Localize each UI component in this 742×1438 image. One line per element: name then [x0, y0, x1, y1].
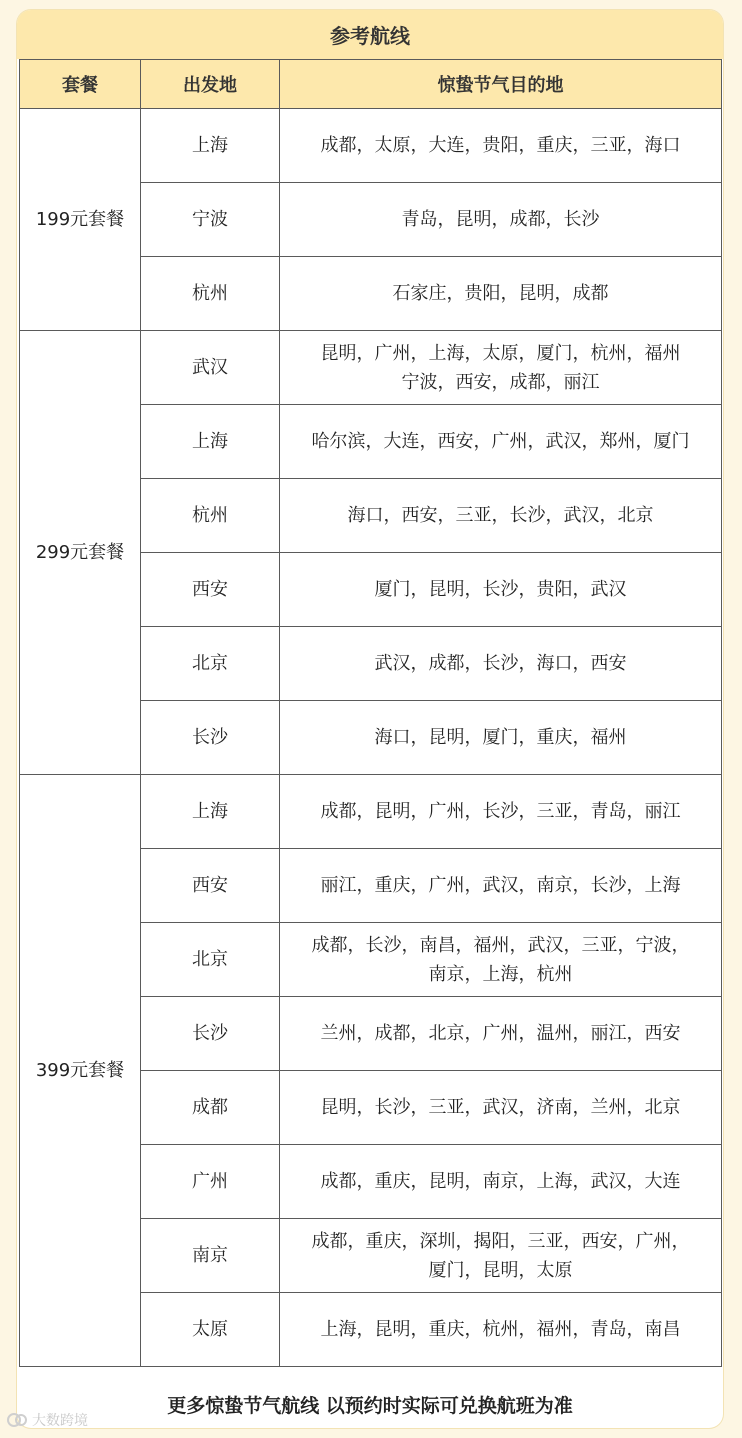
- destinations-line: 成都，重庆，深圳，揭阳，三亚，西安，广州，: [311, 1230, 690, 1252]
- destinations-line: 青岛，昆明，成都，长沙: [401, 209, 600, 230]
- origin-cell: 宁波: [141, 183, 280, 257]
- table-row: [20, 109, 722, 183]
- route-card: [17, 10, 723, 1428]
- destinations-line: 武汉，成都，长沙，海口，西安: [374, 653, 627, 674]
- origin-cell: 杭州: [141, 257, 280, 331]
- header-package: 套餐: [20, 60, 141, 109]
- table-row: [20, 775, 722, 849]
- origin-cell: 上海: [141, 775, 280, 849]
- origin-cell: 成都: [141, 1071, 280, 1145]
- package-cell: 399元套餐: [20, 775, 141, 1367]
- destinations-line: 石家庄，贵阳，昆明，成都: [392, 283, 609, 304]
- destinations-line: 海口，昆明，厦门，重庆，福州: [374, 727, 627, 748]
- destinations-cell: [280, 627, 722, 701]
- destinations-cell: [280, 997, 722, 1071]
- origin-cell: 上海: [141, 109, 280, 183]
- destinations-cell: [280, 1219, 722, 1293]
- destinations-cell: [280, 183, 722, 257]
- destinations-cell: [280, 849, 722, 923]
- destinations-line: 上海，昆明，重庆，杭州，福州，青岛，南昌: [320, 1319, 681, 1340]
- origin-cell: 太原: [141, 1293, 280, 1367]
- destinations-line: 南京，上海，杭州: [428, 963, 573, 985]
- routes-table-wrap: [19, 59, 721, 1381]
- destinations-cell: [280, 1071, 722, 1145]
- destinations-cell: [280, 331, 722, 405]
- destinations-cell: [280, 1145, 722, 1219]
- routes-body: [20, 109, 722, 1367]
- origin-cell: 上海: [141, 405, 280, 479]
- destinations-line: 成都，长沙，南昌，福州，武汉，三亚，宁波，: [311, 934, 690, 956]
- destinations-line: 厦门，昆明，长沙，贵阳，武汉: [374, 579, 627, 600]
- origin-cell: 北京: [141, 923, 280, 997]
- destinations-line: 哈尔滨，大连，西安，广州，武汉，郑州，厦门: [311, 431, 690, 452]
- destinations-cell: [280, 109, 722, 183]
- destinations-cell: [280, 775, 722, 849]
- destinations-line: 昆明，广州，上海，太原，厦门，杭州，福州: [320, 342, 681, 364]
- destinations-line: 成都，昆明，广州，长沙，三亚，青岛，丽江: [320, 801, 681, 822]
- routes-table: [19, 59, 722, 1367]
- destinations-cell: [280, 553, 722, 627]
- destinations-cell: [280, 1293, 722, 1367]
- destinations-line: 宁波，西安，成都，丽江: [401, 371, 600, 393]
- destinations-line: 厦门，昆明，太原: [428, 1259, 573, 1281]
- destinations-cell: [280, 923, 722, 997]
- destinations-line: 丽江，重庆，广州，武汉，南京，长沙，上海: [320, 875, 681, 896]
- origin-cell: 南京: [141, 1219, 280, 1293]
- origin-cell: 武汉: [141, 331, 280, 405]
- destinations-line: 海口，西安，三亚，长沙，武汉，北京: [347, 505, 654, 526]
- origin-cell: 西安: [141, 849, 280, 923]
- destinations-cell: [280, 701, 722, 775]
- origin-cell: 西安: [141, 553, 280, 627]
- destinations-cell: [280, 479, 722, 553]
- origin-cell: 长沙: [141, 997, 280, 1071]
- watermark-text: 大数跨境: [32, 1413, 88, 1429]
- origin-cell: 广州: [141, 1145, 280, 1219]
- table-row: [20, 331, 722, 405]
- package-cell: 299元套餐: [20, 331, 141, 775]
- origin-cell: 长沙: [141, 701, 280, 775]
- table-header-row: [20, 60, 722, 109]
- destinations-line: 兰州，成都，北京，广州，温州，丽江，西安: [320, 1023, 681, 1044]
- origin-cell: 北京: [141, 627, 280, 701]
- watermark: [6, 1410, 88, 1430]
- header-origin: 出发地: [141, 60, 280, 109]
- destinations-line: 昆明，长沙，三亚，武汉，济南，兰州，北京: [320, 1097, 681, 1118]
- header-destinations: 惊蛰节气目的地: [280, 60, 722, 109]
- footer-note: 更多惊蛰节气航线 以预约时实际可兑换航班为准: [167, 1395, 573, 1417]
- destinations-cell: [280, 257, 722, 331]
- table-title: 参考航线: [17, 10, 723, 59]
- package-cell: 199元套餐: [20, 109, 141, 331]
- watermark-logo-icon: [6, 1412, 28, 1428]
- destinations-line: 成都，太原，大连，贵阳，重庆，三亚，海口: [320, 135, 681, 156]
- destinations-cell: [280, 405, 722, 479]
- destinations-line: 成都，重庆，昆明，南京，上海，武汉，大连: [320, 1171, 681, 1192]
- origin-cell: 杭州: [141, 479, 280, 553]
